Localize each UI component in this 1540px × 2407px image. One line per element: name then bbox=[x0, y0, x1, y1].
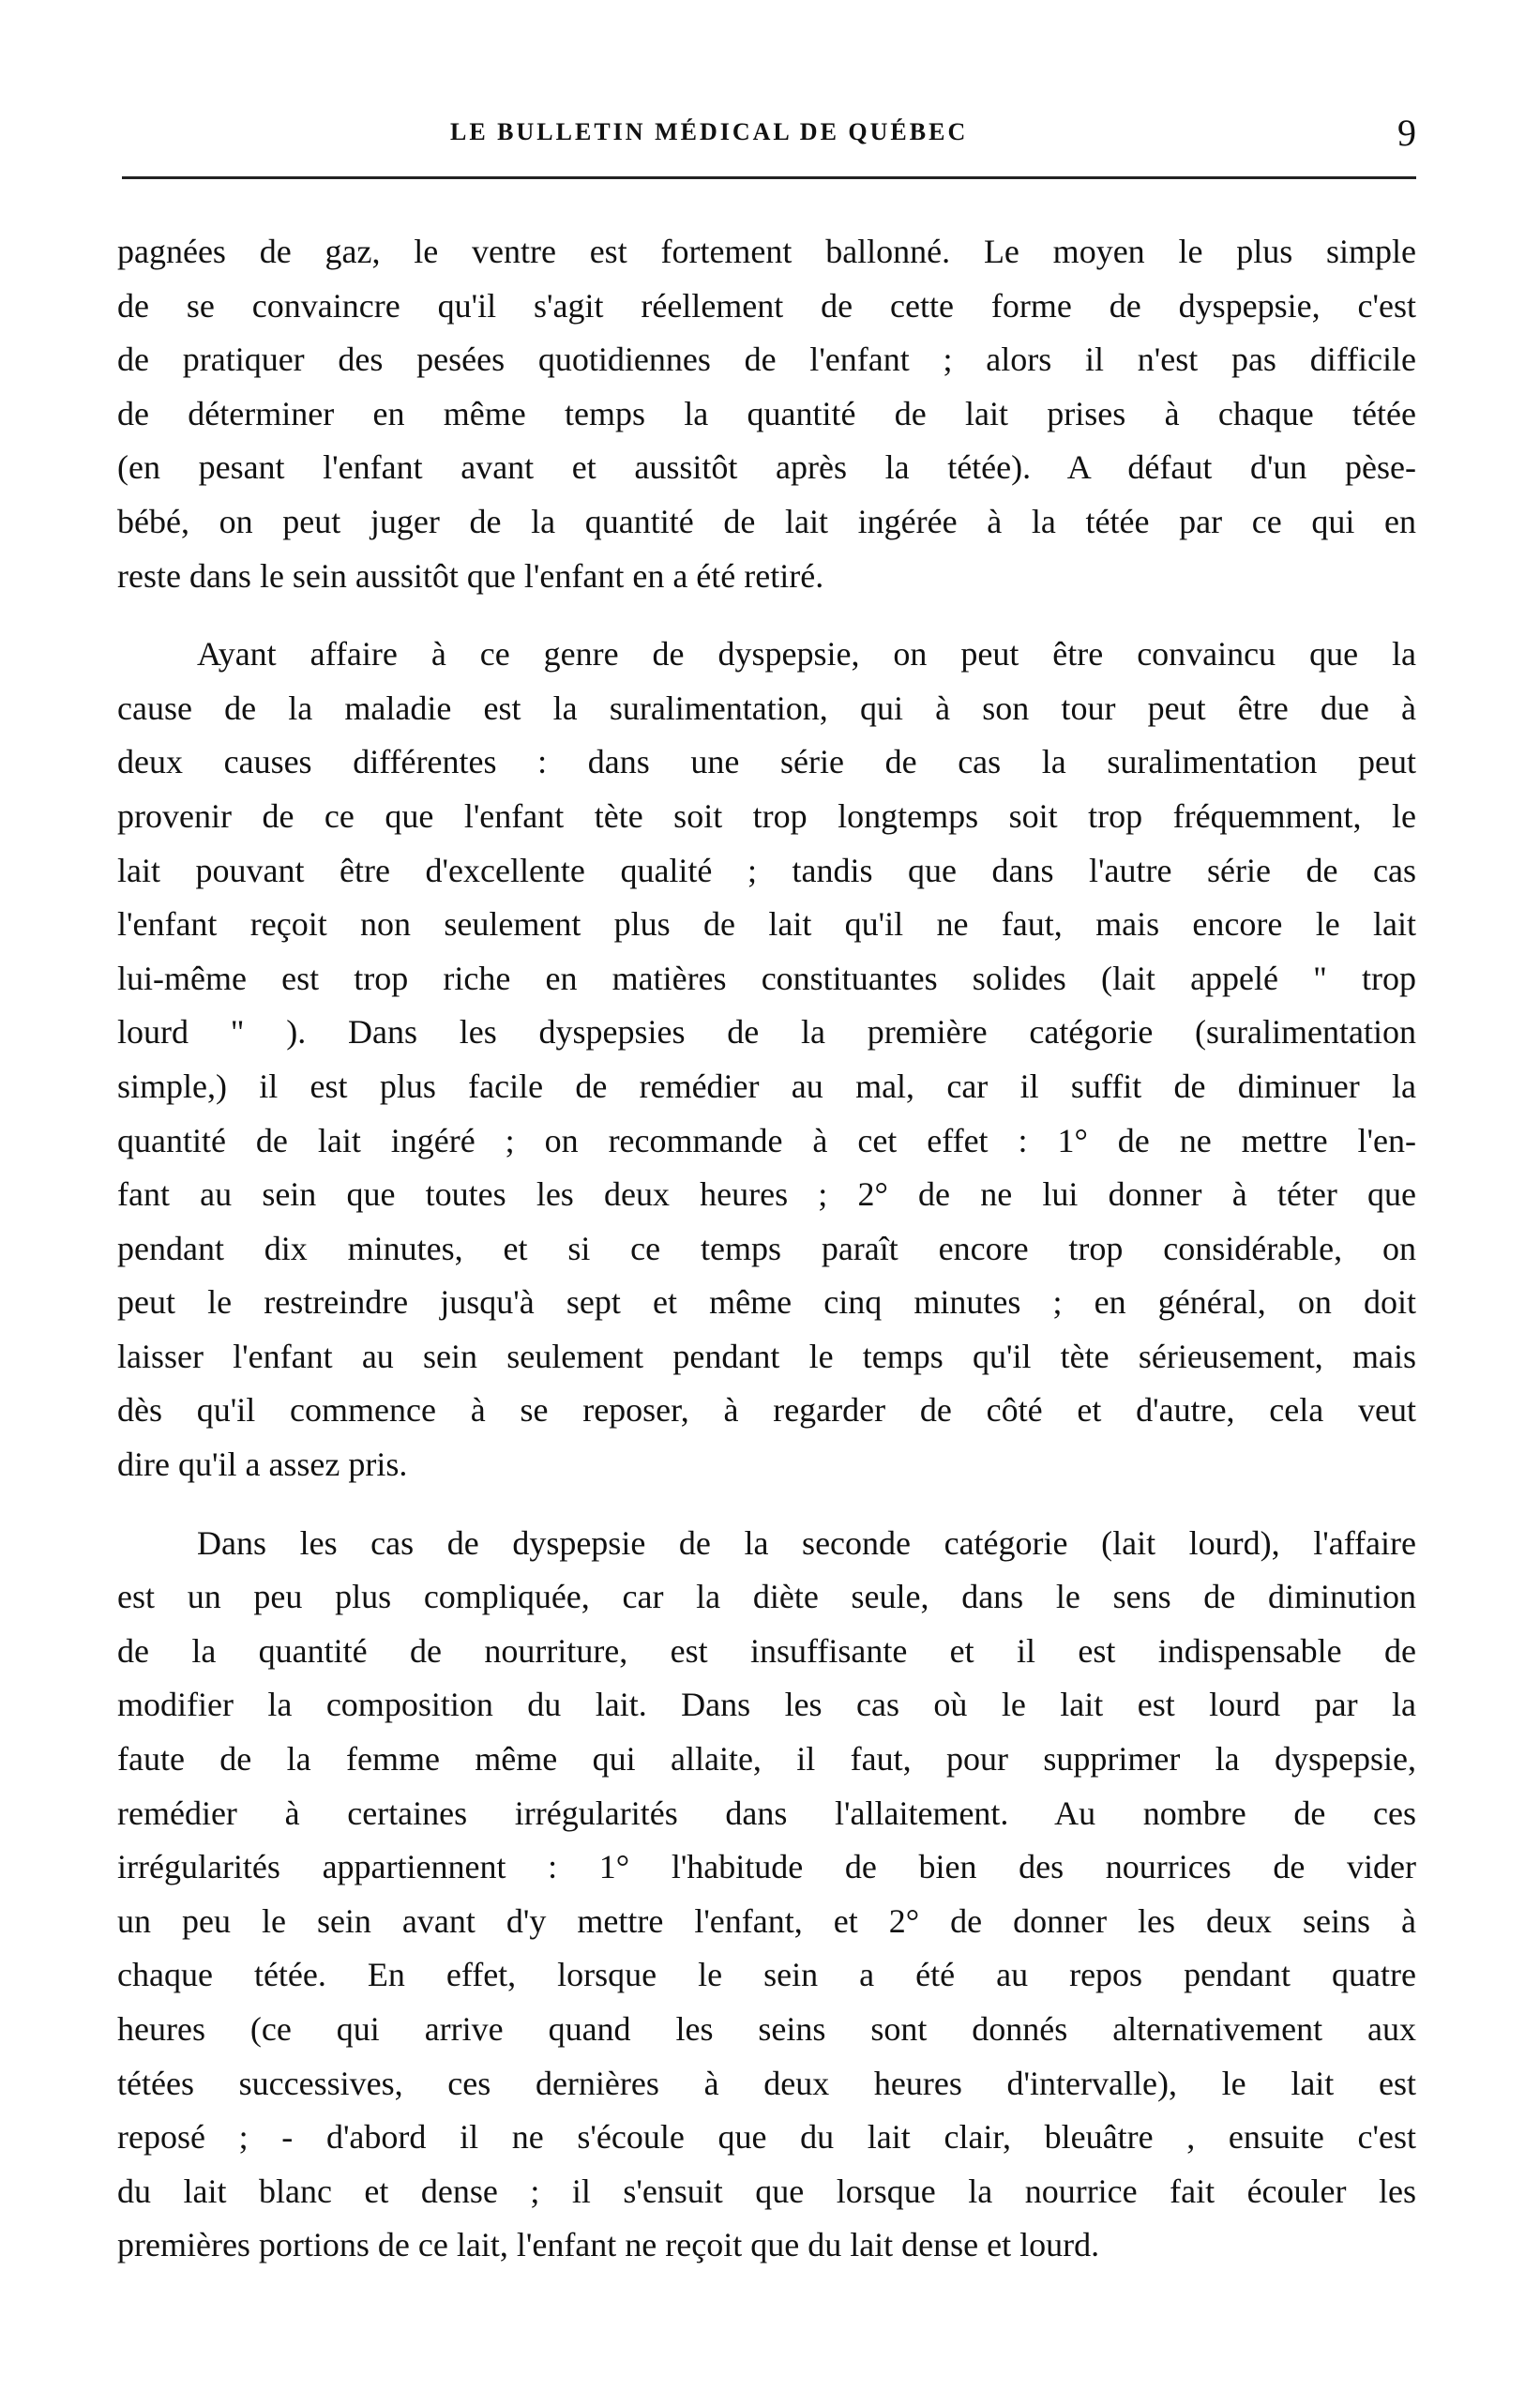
text-line: (en pesant l'enfant avant et aussitôt après la tétée). A défaut d'un pèse- bbox=[117, 448, 1416, 487]
paragraph bbox=[117, 225, 1416, 603]
text-line: premières portions de ce lait, l'enfant ne reçoit que du lait dense et lourd. bbox=[117, 2226, 1100, 2264]
text-line: modifier la composition du lait. Dans les cas où le lait est lourd par la bbox=[117, 1686, 1416, 1724]
text-line: bébé, on peut juger de la quantité de lait ingérée à la tétée par ce qui en bbox=[117, 502, 1416, 540]
text-line: faute de la femme même qui allaite, il faut, pour supprimer la dyspepsie, bbox=[117, 1740, 1416, 1779]
text-line: chaque tétée. En effet, lorsque le sein a été au repos pendant quatre bbox=[117, 1956, 1416, 1994]
text-line: lui-même est trop riche en matières constituantes solides (lait appelé " trop bbox=[117, 959, 1416, 997]
text-line: fant au sein que toutes les deux heures ; 2° de ne lui donner à téter que bbox=[117, 1175, 1416, 1214]
text-line: remédier à certaines irrégularités dans l'allaitement. Au nombre de ces bbox=[117, 1794, 1416, 1832]
text-line: lourd " ). Dans les dyspepsies de la première catégorie (suralimentation bbox=[117, 1013, 1416, 1052]
text-line: Dans les cas de dyspepsie de la seconde catégorie (lait lourd), l'affaire bbox=[197, 1523, 1416, 1562]
text-line: provenir de ce que l'enfant tète soit trop longtemps soit trop fréquemment, le bbox=[117, 796, 1416, 835]
text-line: est un peu plus compliquée, car la diète seule, dans le sens de diminution bbox=[117, 1578, 1416, 1616]
text-line: lait pouvant être d'excellente qualité ; tandis que dans l'autre série de cas bbox=[117, 851, 1416, 889]
text-line: heures (ce qui arrive quand les seins sont donnés alternativement aux bbox=[117, 2010, 1416, 2048]
text-line: pagnées de gaz, le ventre est fortement ballonné. Le moyen le plus simple bbox=[117, 233, 1416, 270]
text-line: de la quantité de nourriture, est insuffisante et il est indispensable de bbox=[117, 1631, 1416, 1670]
text-line: reste dans le sein aussitôt que l'enfant en a été retiré. bbox=[117, 556, 824, 595]
text-line: irrégularités appartiennent : 1° l'habitude de bien des nourrices de vider bbox=[117, 1848, 1416, 1886]
text-line: quantité de lait ingéré ; on recommande à cet effet : 1° de ne mettre l'en- bbox=[117, 1121, 1416, 1159]
text-line: tétées successives, ces dernières à deux heures d'intervalle), le lait est bbox=[117, 2064, 1416, 2102]
paragraph bbox=[117, 1517, 1416, 2273]
text-line: Ayant affaire à ce genre de dyspepsie, on peut être convaincu que la bbox=[197, 635, 1416, 674]
page-header bbox=[117, 105, 1430, 161]
text-line: peut le restreindre jusqu'à sept et même cinq minutes ; en général, on doit bbox=[117, 1283, 1416, 1322]
body-text bbox=[117, 225, 1416, 2273]
text-line: dès qu'il commence à se reposer, à regarder de côté et d'autre, cela veut bbox=[117, 1391, 1416, 1430]
text-line: un peu le sein avant d'y mettre l'enfant, et 2° de donner les deux seins à bbox=[117, 1901, 1416, 1940]
text-line: l'enfant reçoit non seulement plus de lait qu'il ne faut, mais encore le lait bbox=[117, 905, 1416, 944]
text-line: de pratiquer des pesées quotidiennes de l'enfant ; alors il n'est pas difficile bbox=[117, 341, 1416, 379]
text-line: pendant dix minutes, et si ce temps paraît encore trop considérable, on bbox=[117, 1229, 1416, 1267]
text-line: cause de la maladie est la suralimentation, qui à son tour peut être due à bbox=[117, 689, 1416, 727]
text-line: de déterminer en même temps la quantité de lait prises à chaque tétée bbox=[117, 394, 1416, 432]
header-rule bbox=[122, 176, 1416, 179]
running-title: LE BULLETIN MÉDICAL DE QUÉBEC bbox=[450, 118, 969, 145]
text-line: deux causes différentes : dans une série de cas la suralimentation peut bbox=[117, 743, 1416, 781]
text-line: de se convaincre qu'il s'agit réellement de cette forme de dyspepsie, c'est bbox=[117, 286, 1416, 325]
paragraph bbox=[117, 628, 1416, 1492]
text-line: laisser l'enfant au sein seulement pendant le temps qu'il tète sérieusement, mais bbox=[117, 1337, 1416, 1375]
page-number: 9 bbox=[1397, 112, 1416, 154]
text-line: reposé ; - d'abord il ne s'écoule que du lait clair, bleuâtre , ensuite c'est bbox=[117, 2118, 1416, 2157]
text-line: simple,) il est plus facile de remédier au mal, car il suffit de diminuer la bbox=[117, 1067, 1416, 1105]
text-line: du lait blanc et dense ; il s'ensuit que lorsque la nourrice fait écouler les bbox=[117, 2172, 1416, 2210]
text-line: dire qu'il a assez pris. bbox=[117, 1446, 408, 1484]
